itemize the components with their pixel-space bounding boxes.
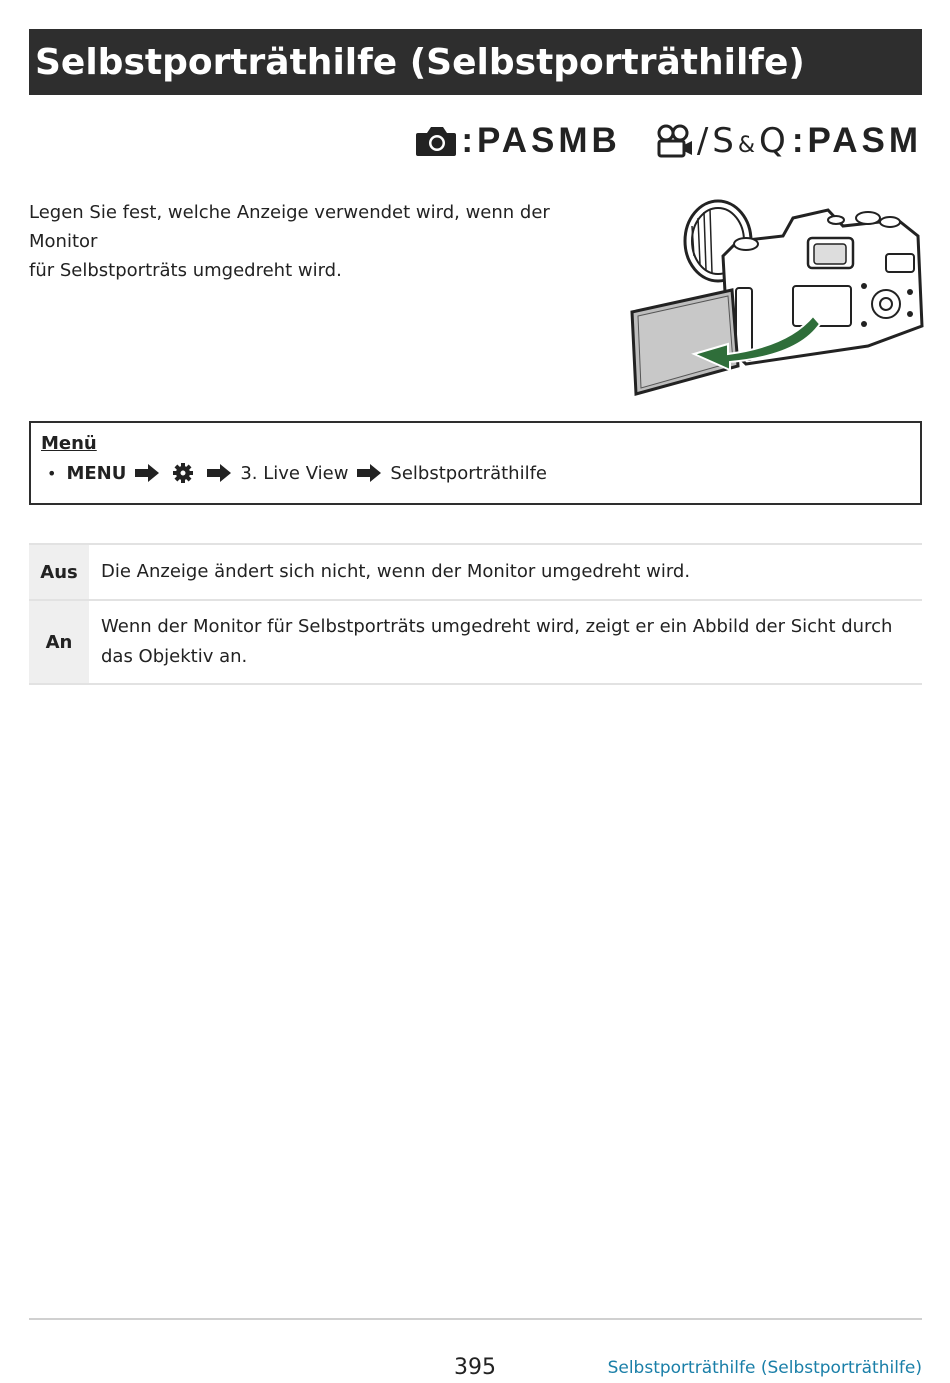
menu-box [29, 421, 922, 505]
movie-camera-icon [655, 124, 695, 158]
footer-divider [29, 1318, 922, 1320]
intro-line-2: für Selbstporträts umgedreht wird. [29, 260, 342, 281]
page-title: Selbstporträthilfe (Selbstporträthilfe) [35, 41, 805, 83]
table-row [29, 544, 922, 600]
menu-heading: Menü [41, 433, 97, 454]
movie-modes [655, 121, 922, 161]
page-number: 395 [454, 1355, 496, 1380]
arrow-right-icon [356, 464, 382, 482]
option-desc: Wenn der Monitor für Selbstporträts umgedreht wird, zeigt er ein Abbild der Sicht durch das Objektiv an. [89, 600, 922, 684]
arrow-right-icon [134, 464, 160, 482]
still-modes [415, 121, 620, 161]
table-row [29, 600, 922, 684]
arrow-right-icon [206, 464, 232, 482]
movie-modes-colon: : [791, 121, 804, 160]
intro-text [29, 198, 619, 285]
camera-icon [415, 125, 457, 157]
option-desc: Die Anzeige ändert sich nicht, wenn der Monitor umgedreht wird. [89, 544, 922, 600]
footer-section-link[interactable]: Selbstporträthilfe (Selbstporträthilfe) [607, 1358, 922, 1378]
options-table [29, 543, 922, 685]
title-bar [29, 29, 922, 95]
menu-path [41, 462, 910, 484]
option-key: An [29, 600, 89, 684]
intro-line-1: Legen Sie fest, welche Anzeige verwendet wird, wenn der Monitor [29, 202, 550, 252]
menu-button-label: MENU [66, 462, 127, 484]
sq-amp: & [737, 133, 756, 158]
camera-illustration [628, 196, 924, 398]
still-mode-letters: PASMB [477, 121, 621, 160]
menu-step-item: Selbstporträthilfe [390, 462, 547, 484]
menu-bullet: • [47, 463, 57, 483]
movie-mode-letters: PASM [807, 121, 922, 160]
option-key: Aus [29, 544, 89, 600]
menu-step-tab: 3. Live View [240, 462, 349, 484]
gear-icon [172, 462, 194, 484]
modes-slash: / [696, 121, 709, 161]
modes-colon: : [461, 121, 474, 160]
sq-s-letter: S [712, 121, 734, 161]
sq-q-letter: Q [759, 121, 786, 161]
shooting-modes [415, 118, 922, 164]
